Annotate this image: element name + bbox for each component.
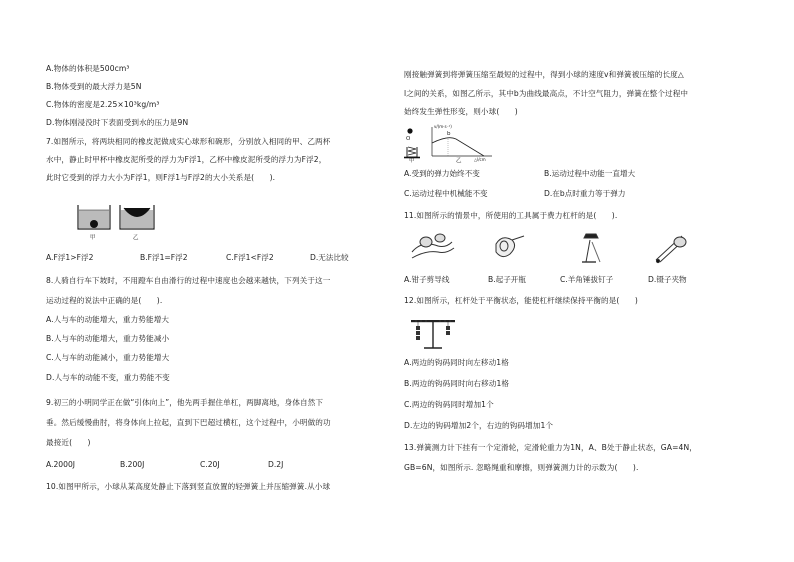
q12-figure: [408, 312, 458, 350]
q9-line-2: 垂。然后缓慢曲肘，将身体向上拉起，直到下巴超过横杠，这个过程中，小明做的功: [46, 418, 331, 427]
q9-line-1: 9.初三的小明同学正在做“引体向上”，他先两手握住单杠，两脚离地，身体自然下: [46, 398, 324, 407]
q13-line-1: 13.弹簧测力计下挂有一个定滑轮，定滑轮重力为1N，A、B处于静止状态，GA=4N，: [404, 443, 697, 452]
q11-option-d: D.镊子夹物: [648, 275, 687, 284]
q10-option-a: A.受到的弹力始终不变: [404, 169, 480, 178]
graph-y-axis-label: v/(m·s⁻¹): [434, 124, 452, 129]
q9-option-d: D.2J: [268, 460, 284, 469]
q7-option-b: B.F浮1=F浮2: [140, 253, 188, 262]
fig-jia-label: 甲: [409, 158, 415, 164]
q11-line: 11.如图所示的情景中，所使用的工具属于费力杠杆的是( ).: [404, 211, 618, 220]
q10-line-4: 始终发生弹性形变，则小球( ): [404, 107, 518, 116]
q7-figure: [72, 197, 162, 245]
q12-option-d: D.左边的钩码增加2个，右边的钩码增加1个: [404, 421, 554, 430]
q11-option-b: B.起子开瓶: [488, 275, 526, 284]
q10-line-1: 10.如图甲所示，小球从某高度处静止下落到竖直放置的轻弹簧上并压缩弹簧.从小球: [46, 482, 331, 491]
q9-option-b: B.200J: [120, 460, 145, 469]
q12-option-c: C.两边的钩码同时增加1个: [404, 400, 494, 409]
beakers-figure: [72, 197, 162, 245]
q12-option-a: A.两边的钩码同时向左移动1格: [404, 358, 509, 367]
q8-option-d: D.人与车的动能不变，重力势能不变: [46, 373, 170, 382]
q9-line-3: 最接近( ): [46, 438, 91, 447]
tools-figure: [408, 228, 708, 268]
q10-line-2: 刚接触弹簧到将弹簧压缩至最短的过程中，得到小球的速度v和弹簧被压缩的长度△: [404, 70, 684, 79]
q10-option-d: D.在b点时重力等于弹力: [544, 189, 626, 198]
q11-option-c: C.羊角锤拔钉子: [560, 275, 614, 284]
q8-line-2: 运动过程的说法中正确的是( ).: [46, 296, 163, 305]
q10-line-3: l之间的关系，如图乙所示，其中b为曲线最高点，不计空气阻力，弹簧在整个过程中: [404, 89, 689, 98]
q10-figure: [404, 123, 494, 163]
beaker-yi-label: 乙: [133, 235, 139, 241]
q6-option-d: D.物体刚浸没时下表面受到水的压力是9N: [46, 118, 189, 127]
q8-option-a: A.人与车的动能增大，重力势能增大: [46, 315, 170, 324]
q8-option-c: C.人与车的动能减小，重力势能增大: [46, 353, 170, 362]
graph-peak-b-label: b: [447, 131, 451, 137]
q7-line-1: 7.如图所示，将两块相同的橡皮泥做成实心球形和碗形，分别放入相同的甲、乙两杯: [46, 137, 331, 146]
q13-line-2: GB=6N，如图所示. 忽略绳重和摩擦，则弹簧测力计的示数为( ).: [404, 463, 639, 472]
q10-option-c: C.运动过程中机械能不变: [404, 189, 488, 198]
q10-option-b: B.运动过程中动能一直增大: [544, 169, 636, 178]
q7-option-a: A.F浮1>F浮2: [46, 253, 94, 262]
q12-line: 12.如图所示，杠杆处于平衡状态，能使杠杆继续保持平衡的是( ): [404, 296, 638, 305]
q7-option-d: D.无法比较: [310, 253, 349, 262]
lever-figure: [408, 312, 458, 350]
q6-option-a: A.物体的体积是500cm³: [46, 64, 130, 73]
q6-option-c: C.物体的密度是2.25×10³kg/m³: [46, 100, 160, 109]
q7-option-c: C.F浮1<F浮2: [226, 253, 274, 262]
q6-option-b: B.物体受到的最大浮力是5N: [46, 82, 142, 91]
beaker-jia-label: 甲: [90, 235, 96, 241]
graph-x-axis-label: △l/cm: [474, 157, 486, 162]
q11-figure: [408, 228, 708, 268]
q11-option-a: A.钳子剪导线: [404, 275, 450, 284]
q7-line-2: 水中，静止时甲杯中橡皮泥所受的浮力为F浮1，乙杯中橡皮泥所受的浮力为F浮2，: [46, 155, 327, 164]
q8-line-1: 8.人骑自行车下坡时，不用蹬车自由滑行的过程中速度也会越来越快，下列关于这一: [46, 276, 331, 285]
fig-yi-label: 乙: [456, 158, 462, 164]
q8-option-b: B.人与车的动能增大，重力势能减小: [46, 334, 170, 343]
q7-line-3: 此时它受到的浮力大小为F浮1，则F浮1与F浮2的大小关系是( ).: [46, 173, 276, 182]
q9-option-a: A.2000J: [46, 460, 76, 469]
q9-option-c: C.20J: [200, 460, 220, 469]
q12-option-b: B.两边的钩码同时向右移动1格: [404, 379, 510, 388]
spring-origin-label: O: [406, 136, 411, 142]
